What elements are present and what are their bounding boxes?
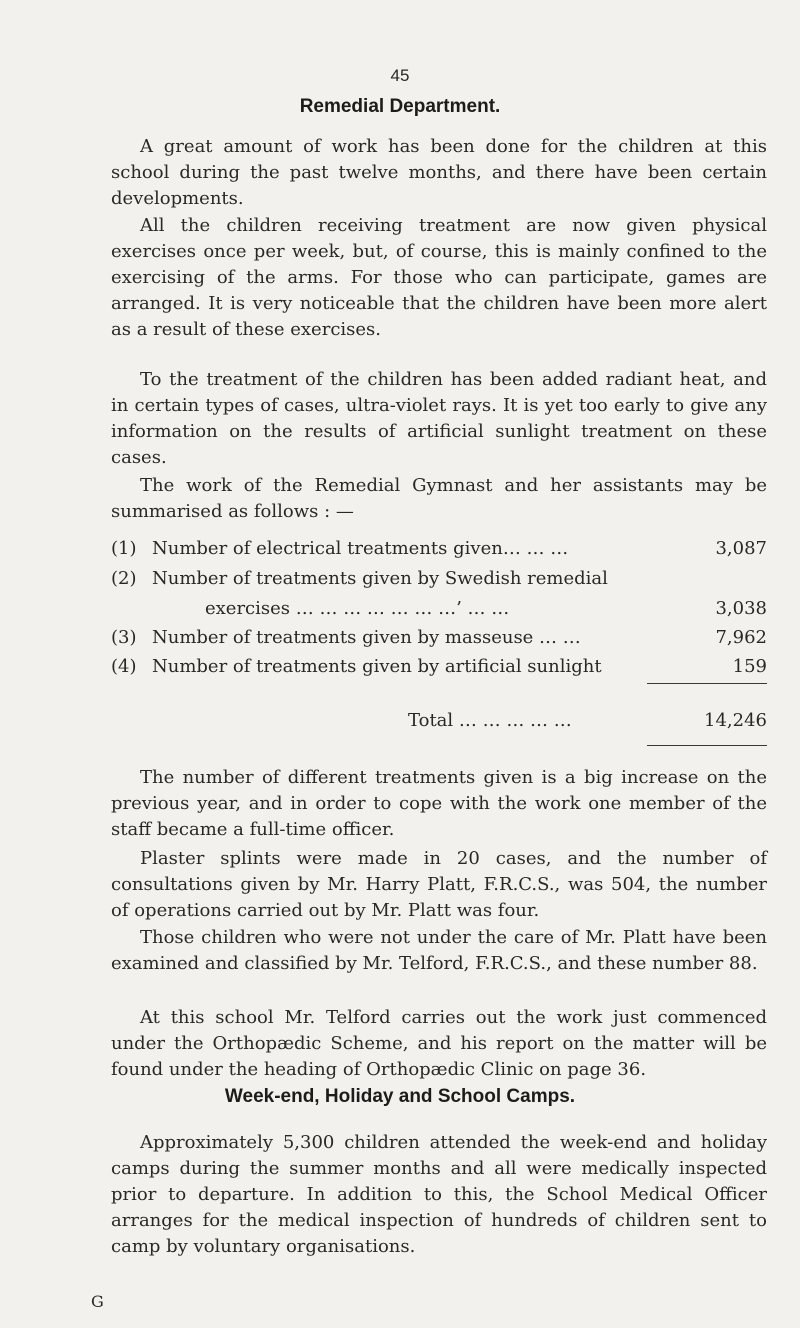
sum-rule-top bbox=[647, 683, 767, 684]
treatment-row bbox=[111, 536, 767, 562]
treatment-row-continued bbox=[111, 596, 767, 622]
treatment-row bbox=[111, 566, 767, 592]
treatment-label: Number of treatments given by Swedish remedial bbox=[152, 568, 608, 589]
paragraph: Those children who were not under the care of Mr. Platt have been examined and classified by Mr. Telford, F.R.C.S., and these number 88. bbox=[111, 927, 767, 974]
paragraph: Approximately 5,300 children attended the week-end and holiday camps during the summer months and all were medically inspected prior to departure. In addition to this, the School Medical Officer arranges for the medical inspection of hundreds of children sent to camp by voluntary organisations. bbox=[111, 1132, 767, 1257]
page-number: 45 bbox=[390, 66, 410, 85]
paragraph: A great amount of work has been done for the children at this school during the past twelve months, and there have been certain developments. bbox=[111, 136, 767, 209]
treatment-label: Number of treatments given by artificial sunlight bbox=[152, 656, 602, 677]
sum-rule-bottom bbox=[647, 745, 767, 746]
total-value: 14,246 bbox=[704, 710, 767, 731]
treatment-row bbox=[111, 625, 767, 651]
paragraph: The work of the Remedial Gymnast and her assistants may be summarised as follows : — bbox=[111, 475, 767, 522]
treatment-number: (1) bbox=[111, 538, 137, 559]
treatment-number: (4) bbox=[111, 656, 137, 677]
treatment-number: (3) bbox=[111, 627, 137, 648]
paragraph: All the children receiving treatment are now given physical exercises once per week, but, of course, this is mainly confined to the exercising of the arms. For those who can participate, games are arranged. It is very noticeable that the children have been more alert as a result of these exercises. bbox=[111, 215, 767, 340]
signature-mark: G bbox=[91, 1292, 104, 1311]
total-row bbox=[111, 708, 767, 734]
treatment-value: 7,962 bbox=[715, 627, 767, 648]
treatment-label: Number of electrical treatments given… … … bbox=[152, 538, 569, 559]
section-title-camps: Week-end, Holiday and School Camps. bbox=[224, 1086, 576, 1107]
paragraph: At this school Mr. Telford carries out the work just commenced under the Orthopædic Scheme, and his report on the matter will be found under the heading of Orthopædic Clinic on page 36. bbox=[111, 1007, 767, 1080]
treatment-row bbox=[111, 654, 767, 680]
section-title-remedial: Remedial Department. bbox=[299, 96, 501, 117]
treatment-value: 3,038 bbox=[715, 598, 767, 619]
treatment-number: (2) bbox=[111, 568, 137, 589]
paragraph: The number of different treatments given is a big increase on the previous year, and in order to cope with the work one member of the staff became a full-time officer. bbox=[111, 767, 767, 840]
treatment-label: Number of treatments given by masseuse … … bbox=[152, 627, 581, 648]
treatment-value: 159 bbox=[732, 656, 767, 677]
paragraph: To the treatment of the children has been added radiant heat, and in certain types of cases, ultra-violet rays. It is yet too early to give any information on the results of artificial sunlight treatment on these cases. bbox=[111, 369, 767, 468]
treatment-value: 3,087 bbox=[715, 538, 767, 559]
total-label: Total … … … … … bbox=[408, 710, 572, 731]
treatment-label-continued: exercises … … … … … … …’ … … bbox=[205, 598, 510, 619]
paragraph: Plaster splints were made in 20 cases, and the number of consultations given by Mr. Harry Platt, F.R.C.S., was 504, the number of operations carried out by Mr. Platt was four. bbox=[111, 848, 767, 921]
